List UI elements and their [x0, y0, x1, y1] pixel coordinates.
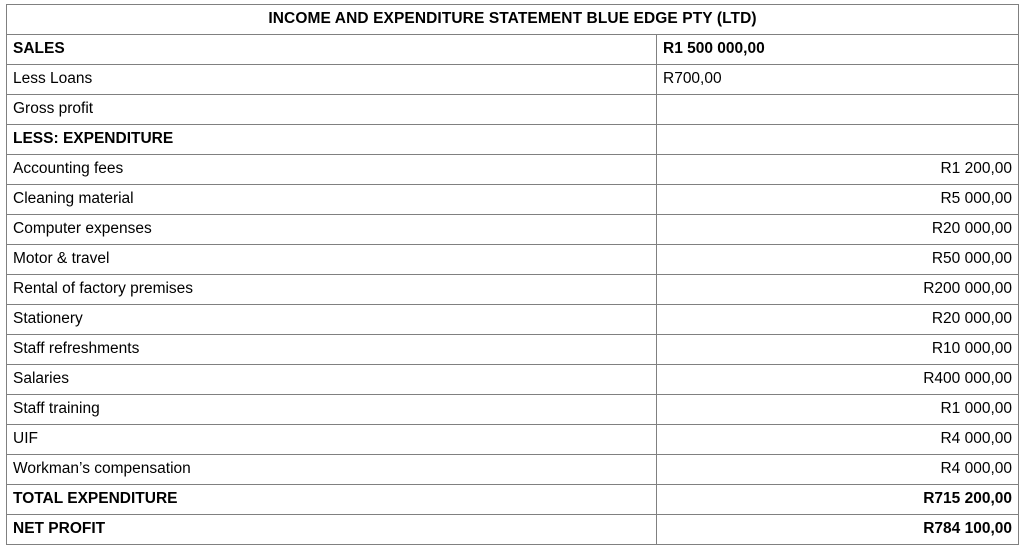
row-value: R1 500 000,00 [657, 35, 1019, 65]
row-label: Staff training [7, 395, 657, 425]
row-label: Gross profit [7, 95, 657, 125]
table-row [7, 185, 1019, 215]
income-expenditure-table [6, 4, 1019, 545]
table-row [7, 155, 1019, 185]
row-value: R4 000,00 [657, 425, 1019, 455]
row-label: Less Loans [7, 65, 657, 95]
table-row [7, 365, 1019, 395]
table-row [7, 35, 1019, 65]
row-value: R4 000,00 [657, 455, 1019, 485]
table-row [7, 305, 1019, 335]
table-row [7, 215, 1019, 245]
table-body [7, 5, 1019, 545]
row-label: Stationery [7, 305, 657, 335]
row-label: Workman’s compensation [7, 455, 657, 485]
row-label: NET PROFIT [7, 515, 657, 545]
row-value: R400 000,00 [657, 365, 1019, 395]
table-row [7, 95, 1019, 125]
row-value: R715 200,00 [657, 485, 1019, 515]
row-label: Salaries [7, 365, 657, 395]
row-label: Accounting fees [7, 155, 657, 185]
row-label: Cleaning material [7, 185, 657, 215]
row-value: R10 000,00 [657, 335, 1019, 365]
row-value: R1 200,00 [657, 155, 1019, 185]
row-value: R20 000,00 [657, 305, 1019, 335]
row-label: LESS: EXPENDITURE [7, 125, 657, 155]
row-value [657, 95, 1019, 125]
table-row [7, 275, 1019, 305]
row-label: Staff refreshments [7, 335, 657, 365]
row-label: Motor & travel [7, 245, 657, 275]
table-row [7, 485, 1019, 515]
row-label: SALES [7, 35, 657, 65]
row-value: R5 000,00 [657, 185, 1019, 215]
row-value [657, 125, 1019, 155]
statement-title: INCOME AND EXPENDITURE STATEMENT BLUE EDGE PTY (LTD) [7, 5, 1019, 35]
table-row [7, 335, 1019, 365]
row-value: R1 000,00 [657, 395, 1019, 425]
row-value: R700,00 [657, 65, 1019, 95]
table-row [7, 515, 1019, 545]
table-row [7, 395, 1019, 425]
row-value: R20 000,00 [657, 215, 1019, 245]
table-row [7, 455, 1019, 485]
row-value: R784 100,00 [657, 515, 1019, 545]
table-title-row [7, 5, 1019, 35]
row-value: R200 000,00 [657, 275, 1019, 305]
table-row [7, 245, 1019, 275]
table-row [7, 425, 1019, 455]
row-label: Computer expenses [7, 215, 657, 245]
table-row [7, 125, 1019, 155]
row-label: TOTAL EXPENDITURE [7, 485, 657, 515]
table-row [7, 65, 1019, 95]
row-label: Rental of factory premises [7, 275, 657, 305]
row-value: R50 000,00 [657, 245, 1019, 275]
row-label: UIF [7, 425, 657, 455]
